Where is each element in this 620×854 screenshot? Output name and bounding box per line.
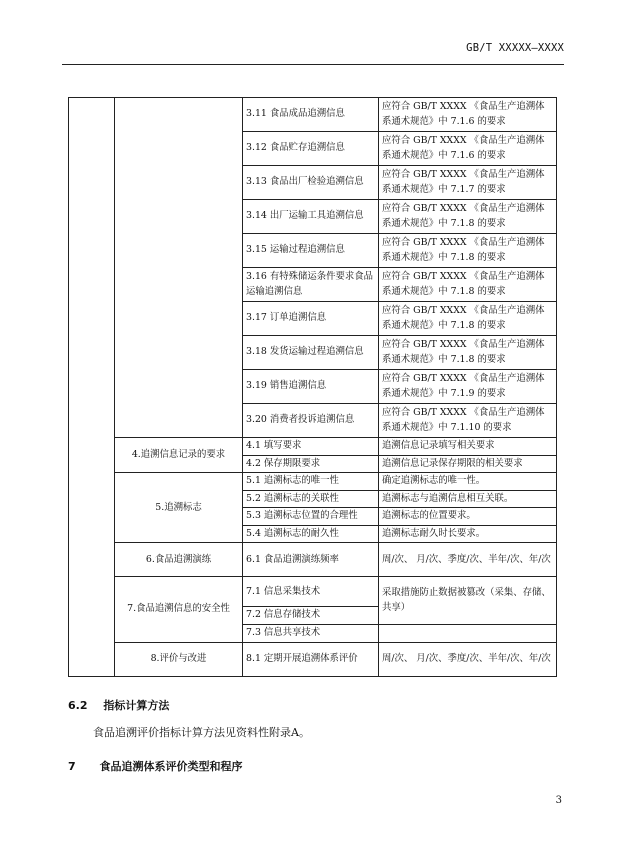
- item-cell: 3.15 运输过程追溯信息: [243, 234, 379, 268]
- requirement-cell: 采取措施防止数据被篡改（采集、存储、共享）: [379, 577, 557, 625]
- item-cell: 5.3 追溯标志位置的合理性: [243, 508, 379, 526]
- category-cell: 8.评价与改进: [115, 642, 243, 676]
- section-number: 7: [68, 760, 76, 773]
- item-cell: 5.4 追溯标志的耐久性: [243, 525, 379, 543]
- item-cell: 8.1 定期开展追溯体系评价: [243, 642, 379, 676]
- item-cell: 5.1 追溯标志的唯一性: [243, 473, 379, 491]
- item-cell: 7.2 信息存储技术: [243, 607, 379, 625]
- item-cell: 3.18 发货运输过程追溯信息: [243, 336, 379, 370]
- requirement-cell: 追溯标志与追溯信息相互关联。: [379, 490, 557, 508]
- section-title: 指标计算方法: [103, 699, 170, 712]
- requirement-cell: 追溯信息记录保存期限的相关要求: [379, 455, 557, 473]
- requirement-cell: 应符合 GB/T XXXX 《食品生产追溯体系通术规范》中 7.1.8 的要求: [379, 268, 557, 302]
- requirement-cell: 应符合 GB/T XXXX 《食品生产追溯体系通术规范》中 7.1.6 的要求: [379, 132, 557, 166]
- requirement-cell: 应符合 GB/T XXXX 《食品生产追溯体系通术规范》中 7.1.7 的要求: [379, 166, 557, 200]
- item-cell: 3.13 食品出厂检验追溯信息: [243, 166, 379, 200]
- requirement-cell: 应符合 GB/T XXXX 《食品生产追溯体系通术规范》中 7.1.8 的要求: [379, 302, 557, 336]
- section-6-2-heading: [68, 697, 169, 713]
- requirement-cell: 应符合 GB/T XXXX 《食品生产追溯体系通术规范》中 7.1.8 的要求: [379, 336, 557, 370]
- table-row: [69, 642, 557, 676]
- requirement-cell: 追溯信息记录填写相关要求: [379, 438, 557, 456]
- requirement-cell: 应符合 GB/T XXXX 《食品生产追溯体系通术规范》中 7.1.8 的要求: [379, 200, 557, 234]
- item-cell: 7.3 信息共享技术: [243, 625, 379, 643]
- item-cell: 4.2 保存期限要求: [243, 455, 379, 473]
- item-cell: 3.12 食品贮存追溯信息: [243, 132, 379, 166]
- item-cell: 3.14 出厂运输工具追溯信息: [243, 200, 379, 234]
- requirement-cell: 确定追溯标志的唯一性。: [379, 473, 557, 491]
- requirement-cell: 应符合 GB/T XXXX 《食品生产追溯体系通术规范》中 7.1.8 的要求: [379, 234, 557, 268]
- category-cell: 6.食品追溯演练: [115, 543, 243, 577]
- requirement-cell: 追溯标志耐久时长要求。: [379, 525, 557, 543]
- requirement-cell: 应符合 GB/T XXXX 《食品生产追溯体系通术规范》中 7.1.6 的要求: [379, 98, 557, 132]
- category-cell: 5.追溯标志: [115, 473, 243, 543]
- item-cell: 3.11 食品成品追溯信息: [243, 98, 379, 132]
- item-cell: 3.16 有特殊储运条件要求食品运输追溯信息: [243, 268, 379, 302]
- item-cell: 6.1 食品追溯演练频率: [243, 543, 379, 577]
- table-row: [69, 98, 557, 132]
- blank-requirement-cell: [379, 625, 557, 643]
- document-code: GB/T XXXXX—XXXX: [466, 42, 564, 54]
- table-row: [69, 438, 557, 456]
- table-row: [69, 543, 557, 577]
- blank-first-column: [69, 98, 115, 677]
- category-cell: 7.食品追溯信息的安全性: [115, 577, 243, 642]
- requirement-cell: 应符合 GB/T XXXX 《食品生产追溯体系通术规范》中 7.1.9 的要求: [379, 370, 557, 404]
- table-row: [69, 577, 557, 607]
- requirement-cell: 周/次、 月/次、季度/次、半年/次、年/次: [379, 642, 557, 676]
- item-cell: 7.1 信息采集技术: [243, 577, 379, 607]
- item-cell: 3.17 订单追溯信息: [243, 302, 379, 336]
- section-title: 食品追溯体系评价类型和程序: [99, 760, 243, 773]
- header-rule: [62, 64, 564, 65]
- requirement-cell: 周/次、 月/次、季度/次、半年/次、年/次: [379, 543, 557, 577]
- category-cell: 4.追溯信息记录的要求: [115, 438, 243, 473]
- category-cell: [115, 98, 243, 438]
- item-cell: 3.20 消费者投诉追溯信息: [243, 404, 379, 438]
- requirement-cell: 应符合 GB/T XXXX 《食品生产追溯体系通术规范》中 7.1.10 的要求: [379, 404, 557, 438]
- body-paragraph: 食品追溯评价指标计算方法见资料性附录A。: [93, 726, 310, 739]
- requirement-cell: 追溯标志的位置要求。: [379, 508, 557, 526]
- item-cell: 3.19 销售追溯信息: [243, 370, 379, 404]
- page-number: 3: [555, 795, 562, 806]
- section-number: 6.2: [68, 699, 88, 712]
- item-cell: 4.1 填写要求: [243, 438, 379, 456]
- table-row: [69, 473, 557, 491]
- item-cell: 5.2 追溯标志的关联性: [243, 490, 379, 508]
- section-7-heading: [68, 758, 243, 774]
- evaluation-index-table: [68, 97, 557, 677]
